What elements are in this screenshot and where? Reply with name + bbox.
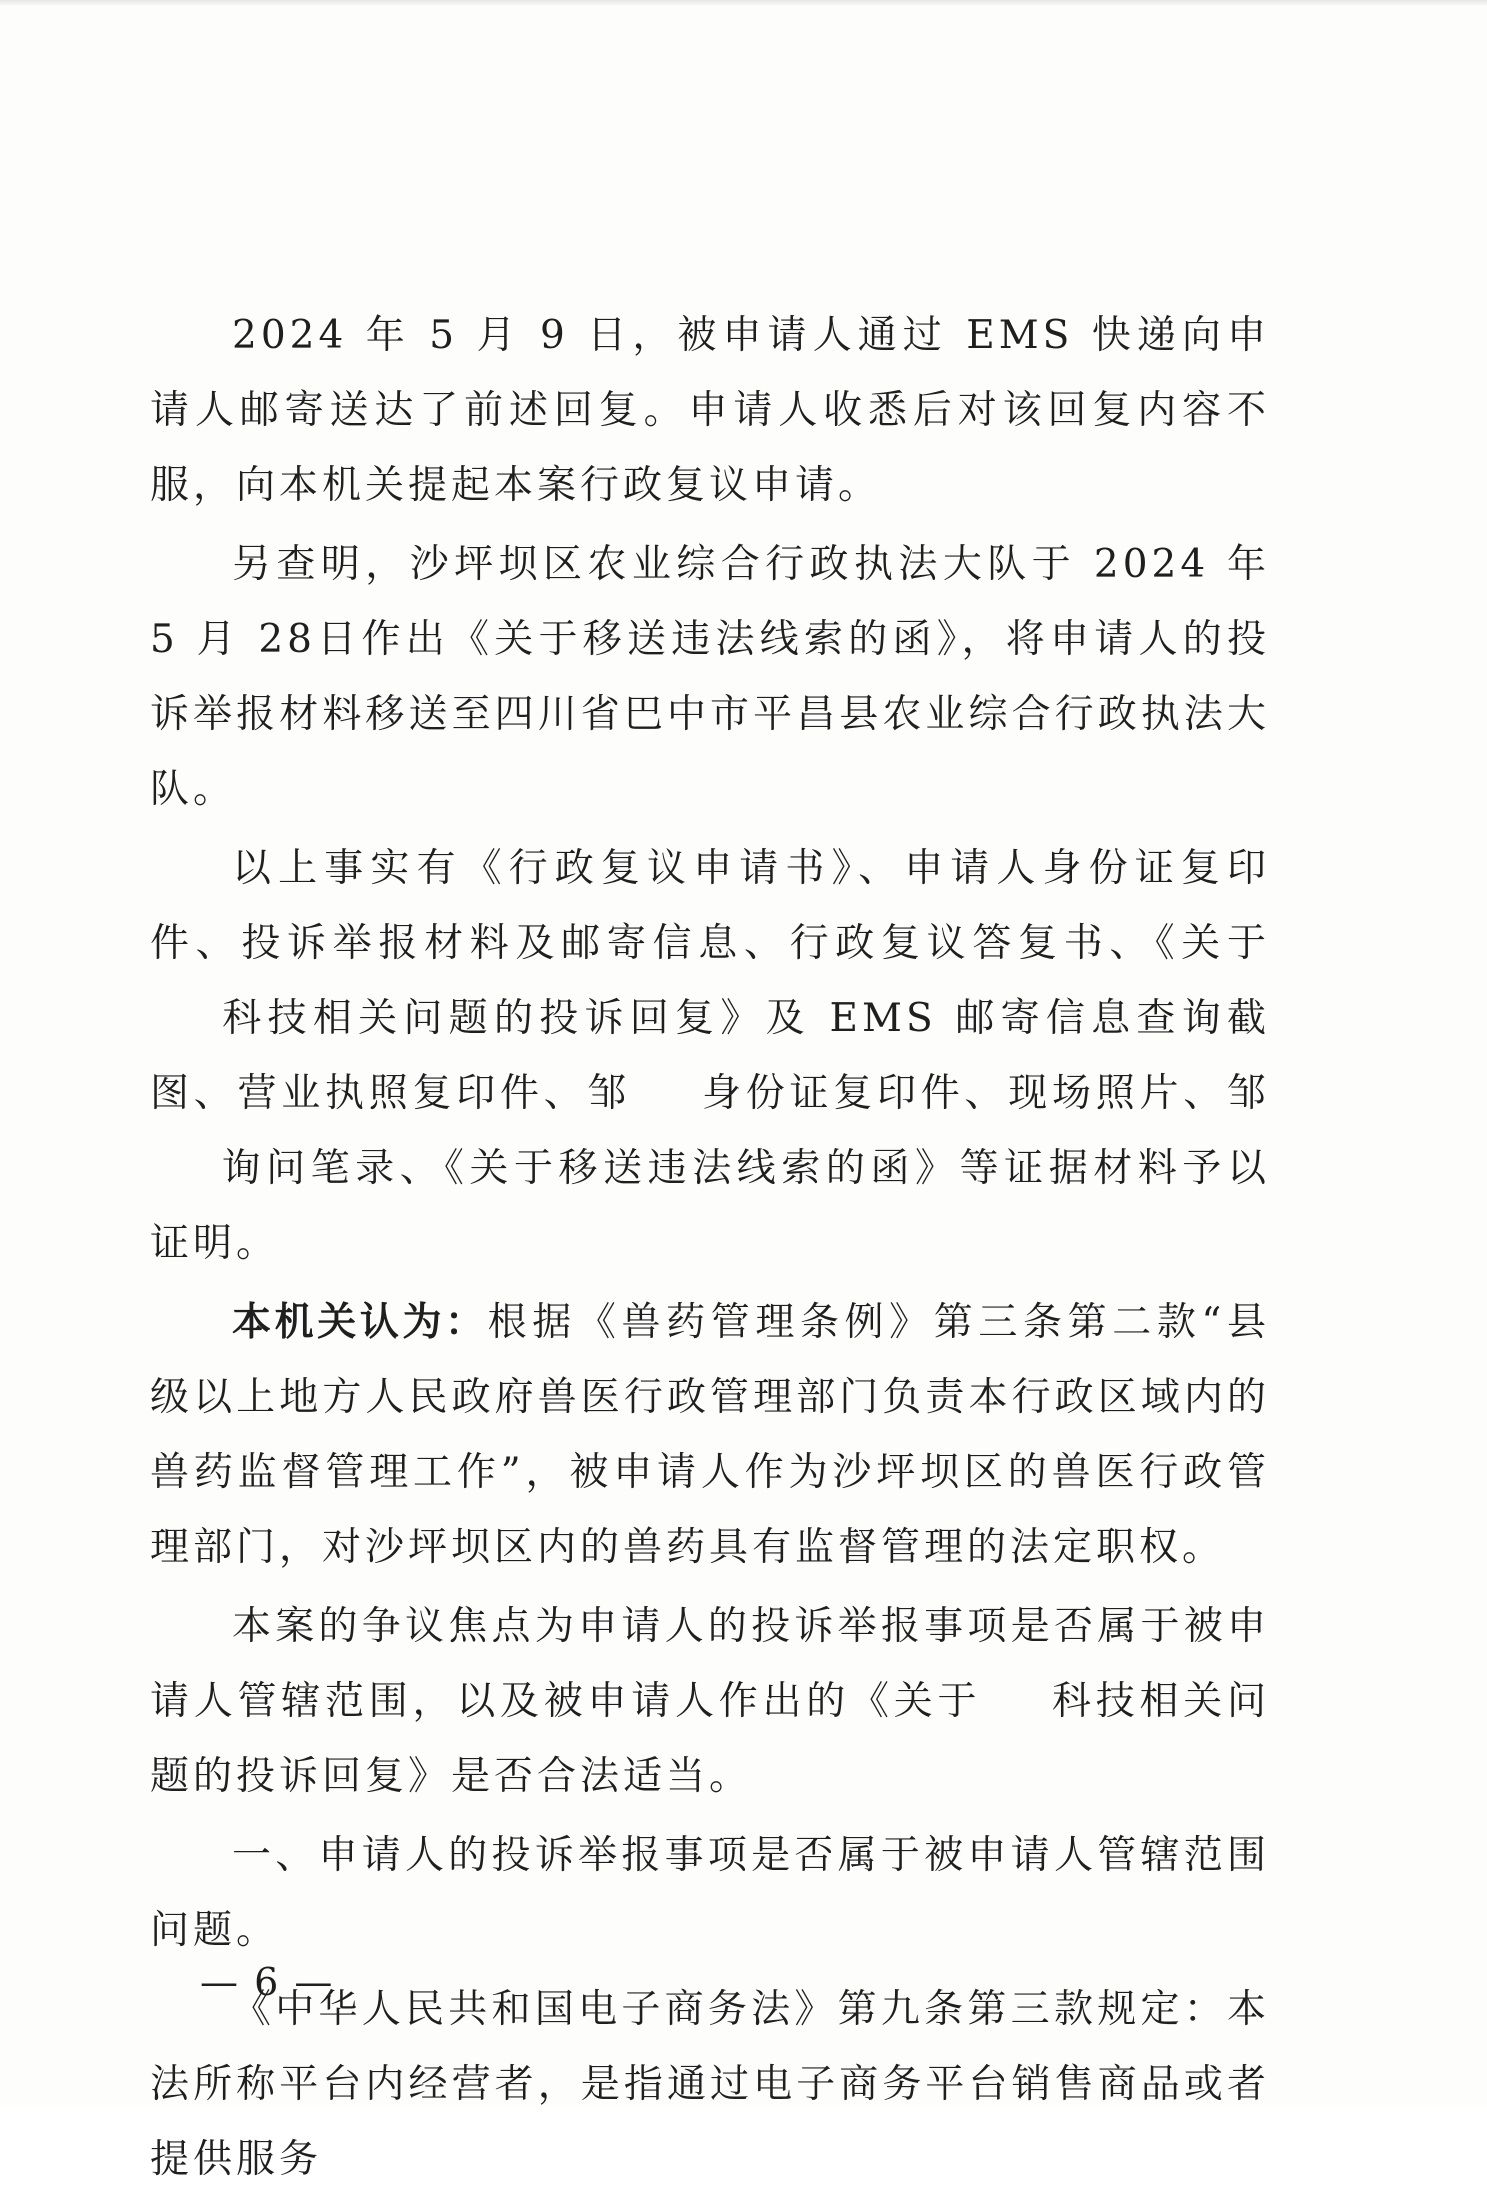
redacted-name: [150, 1030, 220, 1031]
text-line: 另查明，沙坪坝区农业综合行政执法大队于 2024 年 5 月 28: [150, 542, 1270, 662]
paragraph-dispute-focus: [150, 1589, 1270, 1814]
paragraph-delivery: [150, 298, 1270, 523]
text-line: 日作出《关于移送违法线索的函》，将申请人的投诉举报材料移送: [150, 617, 1270, 737]
text-line: 称平台内经营者，是指通过电子商务平台销售商品或者提供服务: [150, 2062, 1270, 2182]
text-line: 科技相关问题: [220, 996, 494, 1041]
text-line: 一、申请人的投诉举报事项是否属于被申请人管辖范围问: [150, 1833, 1270, 1953]
text-line: 本案行政复议申请。: [494, 463, 882, 508]
paragraph-opinion: [150, 1285, 1270, 1585]
text-line: 至四川省巴中市平昌县农业综合行政执法大队。: [150, 692, 1270, 812]
text-line: 管理工作”，被申请人作为沙坪坝区的兽医行政管理部门，对沙坪: [150, 1450, 1270, 1570]
redacted-name: [981, 1713, 1051, 1714]
text-line: 以上事实有《行政复议申请书》、申请人身份证复印件、投诉: [150, 846, 1270, 966]
opinion-lead: 本机关认为：: [232, 1300, 488, 1345]
paragraph-issue-one: [150, 1818, 1270, 1968]
text-line: 题。: [193, 1908, 280, 1953]
redacted-name: [631, 1105, 701, 1106]
page-number: — 6 —: [200, 1960, 335, 2004]
text-line: 身份证复印件、现场照片、邹: [701, 1071, 1270, 1116]
text-line: 举报材料及邮寄信息、行政复议答复书、《关于: [332, 921, 1270, 966]
text-line: 本案的争议焦点为申请人的投诉举报事项是否属于被申请: [150, 1604, 1270, 1724]
document-body: [150, 298, 1270, 2197]
text-line: 询问笔录、《关于移送违法: [220, 1146, 737, 1191]
text-line: 线索的函》等证据材料予以证明。: [150, 1146, 1270, 1266]
text-line: 2024 年 5 月 9 日，被申请人通过 EMS 快递向申请人邮寄送: [150, 313, 1270, 433]
scan-top-edge: [0, 0, 1487, 6]
text-line: 《中华人民共和国电子商务法》第九条第三款规定：本法所: [150, 1987, 1270, 2107]
text-line: 人管辖范围，以及被申请人作出的《关于: [193, 1679, 982, 1724]
text-line: 科技相关问题的投: [150, 1679, 1270, 1799]
text-line: 的投诉回复》及 EMS 邮寄信息查询截图、营业执照复印件、邹: [150, 996, 1270, 1116]
paragraph-further-findings: [150, 527, 1270, 827]
text-line: 达了前述回复。申请人收悉后对该回复内容不服，向本机关提起: [150, 388, 1270, 508]
text-line: 上地方人民政府兽医行政管理部门负责本行政区域内的兽药监督: [150, 1375, 1270, 1495]
paragraph-evidence: [150, 831, 1270, 1281]
redacted-name: [150, 1180, 220, 1181]
text-line: 坝区内的兽药具有监督管理的法定职权。: [451, 1525, 1226, 1570]
text-line: 诉回复》是否合法适当。: [279, 1754, 753, 1799]
paragraph-ecommerce-law: [150, 1972, 1270, 2197]
text-line: 根据《兽药管理条例》第三条第二款“县级以: [150, 1300, 1270, 1420]
